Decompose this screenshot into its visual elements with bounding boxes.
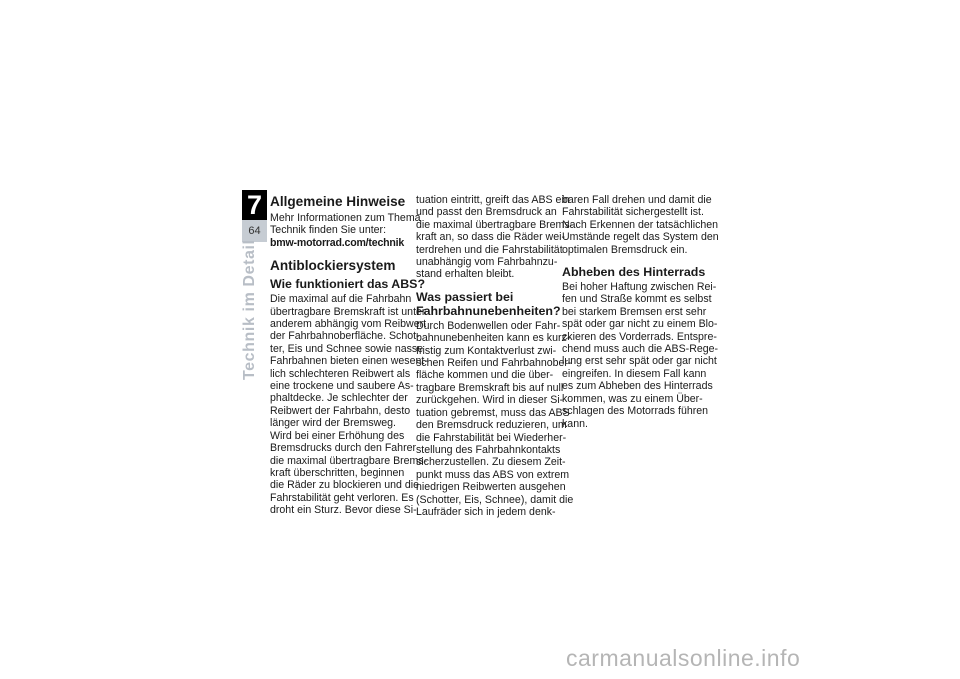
text-line: schlagen des Motorrads führen <box>562 405 709 418</box>
text-line: tuation eintritt, greift das ABS ein <box>416 194 570 206</box>
paragraph-abs-continued <box>416 194 574 281</box>
chapter-tab <box>242 190 267 242</box>
text-line: Durch Bodenwellen oder Fahr- <box>416 319 561 332</box>
technik-link[interactable]: bmw-motorrad.com/technik <box>270 236 405 249</box>
heading-line: Fahrbahnunebenheiten? <box>416 303 561 318</box>
heading-abheben-hinterrad: Abheben des Hinterrads <box>562 265 706 280</box>
text-line: fläche kommen und die über- <box>416 369 554 382</box>
text-line: Wird bei einer Erhöhung des <box>270 429 405 442</box>
text-line: Fahrstabilität geht verloren. Es <box>270 491 414 504</box>
text-line: baren Fall drehen und damit die <box>562 194 712 206</box>
text-line: übertragbare Bremskraft ist unter <box>270 305 426 318</box>
heading-allgemeine-hinweise: Allgemeine Hinweise <box>270 194 406 209</box>
side-chapter-title: Technik im Detail <box>241 239 258 380</box>
text-line: schen Reifen und Fahrbahnober- <box>416 357 572 370</box>
heading-fahrbahnunebenheiten <box>416 289 561 318</box>
text-line: fristig zum Kontaktverlust zwi- <box>416 344 557 357</box>
text-line: droht ein Sturz. Bevor diese Si- <box>270 504 417 517</box>
text-line: anderem abhängig vom Reibwert <box>270 318 427 331</box>
text-line: stellung des Fahrbahnkontakts <box>416 443 561 456</box>
column-3 <box>562 194 719 430</box>
chapter-number: 7 <box>242 190 267 220</box>
watermark: carmanualsonline.info <box>566 645 801 671</box>
text-line: bei starkem Bremsen erst sehr <box>562 305 707 318</box>
text-line: die Fahrstabilität bei Wiederher- <box>416 431 567 444</box>
text-line: die maximal übertragbare Brems- <box>270 454 428 467</box>
text-line: Mehr Informationen zum Thema <box>270 212 421 224</box>
text-line: Fahrbahnen bieten einen wesent- <box>270 355 428 368</box>
text-line: kraft an, so dass die Räder wei- <box>416 231 565 244</box>
text-line: stand erhalten bleibt. <box>416 268 515 281</box>
text-line: es zum Abheben des Hinterrads <box>562 380 713 393</box>
text-line: tragbare Bremskraft bis auf null <box>416 381 564 394</box>
paragraph-unebenheiten-continued <box>562 194 719 256</box>
text-line: eine trockene und saubere As- <box>270 380 414 393</box>
page-number: 64 <box>242 220 267 242</box>
paragraph-hinterrad <box>562 281 719 430</box>
text-line: fen und Straße kommt es selbst <box>562 293 712 306</box>
column-1 <box>270 194 428 517</box>
text-line: (Schotter, Eis, Schnee), damit die <box>416 493 574 506</box>
text-line: terdrehen und die Fahrstabilität <box>416 243 563 256</box>
text-line: zurückgehen. Wird in dieser Si- <box>416 394 564 407</box>
text-line: chend muss auch die ABS-Rege- <box>562 343 719 356</box>
paragraph-abs <box>270 293 428 517</box>
text-line: punkt muss das ABS von extrem <box>416 468 570 481</box>
text-line: kann. <box>562 417 588 430</box>
text-line: den Bremsdruck reduzieren, um <box>416 419 567 432</box>
text-line: Reibwert der Fahrbahn, desto <box>270 404 411 417</box>
text-line: Die maximal auf die Fahrbahn <box>270 293 412 306</box>
text-line: Fahrstabilität sichergestellt ist. <box>562 206 704 219</box>
text-line: der Fahrbahnoberfläche. Schot- <box>270 330 420 343</box>
heading-antiblockiersystem: Antiblockiersystem <box>270 258 396 274</box>
text-line: Laufräder sich in jedem denk- <box>416 505 556 518</box>
text-line: Technik finden Sie unter: <box>270 224 387 237</box>
text-line: und passt den Bremsdruck an <box>416 206 557 219</box>
text-line: lich schlechteren Reibwert als <box>270 367 411 380</box>
heading-line: Was passiert bei <box>416 289 514 304</box>
column-2 <box>416 194 574 518</box>
text-line: niedrigen Reibwerten ausgehen <box>416 481 566 494</box>
text-line: optimalen Bremsdruck ein. <box>562 243 688 256</box>
text-line: spät oder gar nicht zu einem Blo- <box>562 318 718 331</box>
text-line: tuation gebremst, muss das ABS <box>416 406 570 419</box>
text-line: länger wird der Bremsweg. <box>270 417 396 430</box>
subheading-abs: Wie funktioniert das ABS? <box>270 277 426 292</box>
text-line: Nach Erkennen der tatsächlichen <box>562 218 719 231</box>
text-line: unabhängig vom Fahrbahnzu- <box>416 256 558 269</box>
text-line: sicherzustellen. Zu diesem Zeit- <box>416 456 566 469</box>
text-line: kommen, was zu einem Über- <box>562 392 703 405</box>
text-line: ter, Eis und Schnee sowie nasse <box>270 342 424 355</box>
text-line: ckieren des Vorderrads. Entspre- <box>562 330 717 343</box>
text-line: die Räder zu blockieren und die <box>270 479 419 492</box>
text-line: phaltdecke. Je schlechter der <box>270 392 408 405</box>
text-line: kraft überschritten, beginnen <box>270 466 405 479</box>
text-line: Umstände regelt das System den <box>562 231 719 244</box>
text-line: bahnunebenheiten kann es kurz- <box>416 332 571 345</box>
text-line: Bremsdrucks durch den Fahrer <box>270 442 417 455</box>
text-line: eingreifen. In diesem Fall kann <box>562 367 707 380</box>
text-line: die maximal übertragbare Brems- <box>416 218 574 231</box>
text-line: Bei hoher Haftung zwischen Rei- <box>562 281 717 294</box>
paragraph-unebenheiten <box>416 319 574 519</box>
text-line: lung erst sehr spät oder gar nicht <box>562 355 717 368</box>
